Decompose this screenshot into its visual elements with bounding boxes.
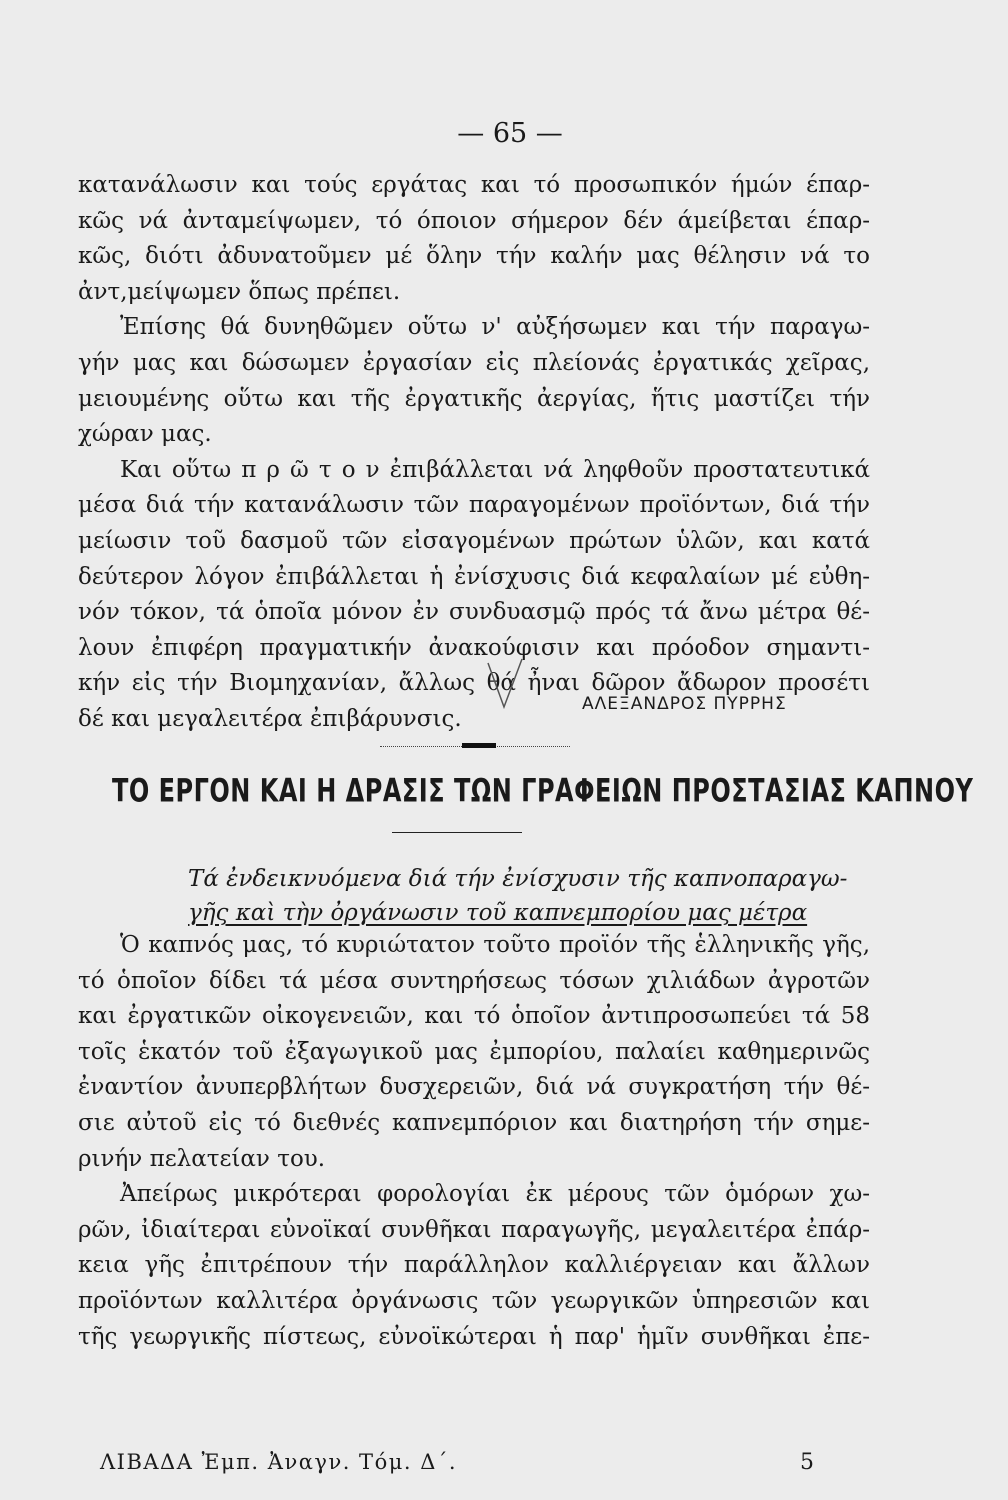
text-line: μέσα διά τήν κατανάλωσιν τῶν παραγομένων προϊόντων, διά τήν	[78, 492, 870, 519]
text-line: ρῶν, ἰδιαίτεραι εὐνοϊκαί συνθῆκαι παραγωγῆς, μεγαλειτέρα ἐπάρ-	[78, 1216, 870, 1243]
text-line: Ἀπείρως μικρότεραι φορολογίαι ἐκ μέρους τῶν ὁμόρων χω-	[120, 1181, 870, 1208]
text-line: τῆς γεωργικῆς πίστεως, εὐνοϊκώτεραι ἡ παρ' ἡμῖν συνθῆκαι ἐπε-	[78, 1323, 870, 1350]
text-line: κατανάλωσιν και τούς εργάτας και τό προσωπικόν ήμών έπαρ-	[78, 172, 870, 198]
page-number: — 65 —	[457, 118, 563, 149]
text-line: τό ὁποῖον δίδει τά μέσα συντηρήσεως τόσων χιλιάδων ἀγροτῶν	[78, 967, 870, 994]
subtitle-line: γῆς καὶ τὴν ὀργάνωσιν τοῦ καπνεμπορίου μας μέτρα	[188, 900, 808, 926]
text-line: δεύτερον λόγον ἐπιβάλλεται ἡ ἐνίσχυσις διά κεφαλαίων μέ εὐθη-	[78, 563, 870, 590]
text-line: και ἐργατικῶν οἰκογενειῶν, και τό ὁποῖον ἀντιπροσωπεύει τά 58	[78, 1003, 870, 1030]
text-line: δέ και μεγαλειτέρα ἐπιβάρυνσις.	[78, 705, 462, 732]
text-line: σιε αὐτοῦ εἰς τό διεθνές καπνεμπόριον και διατηρήση τήν σημε-	[78, 1109, 870, 1136]
text-line: ἐναντίον ἀνυπερβλήτων δυσχερειῶν, διά νά συγκρατήση τήν θέ-	[78, 1074, 870, 1101]
footer-sheet-number: 5	[800, 1450, 814, 1475]
footer-signature: ΛΙΒΑΔΑ Ἐμπ. Ἀναγν. Τόμ. Δ΄.	[100, 1450, 458, 1474]
text-line: κῶς, διότι ἀδυνατοῦμεν μέ ὅλην τήν καλήν μας θέλησιν νά το	[78, 243, 870, 270]
text-line: χώραν μας.	[78, 421, 212, 448]
text-line: νόν τόκον, τά ὁποῖα μόνον ἐν συνδυασμῷ πρός τά ἄνω μέτρα θέ-	[78, 599, 870, 626]
text-line: τοῖς ἑκατόν τοῦ ἐξαγωγικοῦ μας ἐμπορίου, παλαίει καθημερινῶς	[78, 1038, 870, 1065]
divider-bold	[462, 743, 496, 748]
text-line: ἀντ,μείψωμεν ὅπως πρέπει.	[78, 278, 401, 305]
article-end-text	[78, 168, 870, 738]
text-line: κεια γῆς ἐπιτρέπουν τήν παράλληλον καλλιέργειαν και ἄλλων	[78, 1252, 870, 1279]
text-line: Και οὕτω π ρ ῶ τ ο ν ἐπιβάλλεται νά ληφθοῦν προστατευτικά	[120, 456, 870, 483]
subtitle-line: Τά ἐνδεικνυόμενα διά τήν ἐνίσχυσιν τῆς καπνοπαραγω-	[188, 866, 848, 892]
text-line: Ἐπίσης θά δυνηθῶμεν οὕτω ν' αὐξήσωμεν και τήν παραγω-	[120, 314, 870, 341]
text-line: ρινήν πελατείαν του.	[78, 1145, 326, 1172]
author-signature: ΑΛΕΞΑΝΔΡΟΣ ΠΥΡΡΗΣ	[582, 694, 787, 714]
text-line: κῶς νά ἀνταμείψωμεν, τό όποιον σήμερον δέν άμείβεται έπαρ-	[78, 207, 870, 234]
text-line: μειουμένης οὕτω και τῆς ἐργατικῆς ἀεργίας, ἥτις μαστίζει τήν	[78, 385, 870, 412]
text-line: γήν μας και δώσωμεν ἐργασίαν εἰς πλείονάς ἐργατικάς χεῖρας,	[78, 349, 870, 376]
article-body-text	[78, 928, 870, 1355]
article-heading: ΤΟ ΕΡΓΟΝ ΚΑΙ Η ΔΡΑΣΙΣ ΤΩΝ ΓΡΑΦΕΙΩΝ ΠΡΟΣΤΑΣΙΑΣ ΚΑΠΝΟΥ	[112, 772, 974, 810]
article-subtitle	[188, 862, 860, 930]
text-line: μείωσιν τοῦ δασμοῦ τῶν εἰσαγομένων πρώτων ὑλῶν, και κατά	[78, 527, 870, 554]
text-line: κήν εἰς τήν Βιομηχανίαν, ἄλλως θά ἦναι δῶρον ἄδωρον προσέτι	[78, 670, 870, 697]
text-line: προϊόντων καλλιτέρα ὀργάνωσις τῶν γεωργικῶν ὑπηρεσιῶν και	[78, 1287, 870, 1314]
checkmark-icon	[478, 655, 538, 715]
text-line: λουν ἐπιφέρη πραγματικήν ἀνακούφισιν και πρόοδον σημαντι-	[78, 634, 870, 661]
heading-divider	[392, 832, 522, 833]
text-line: Ὁ καπνός μας, τό κυριώτατον τοῦτο προϊόν τῆς ἑλληνικῆς γῆς,	[120, 932, 870, 958]
